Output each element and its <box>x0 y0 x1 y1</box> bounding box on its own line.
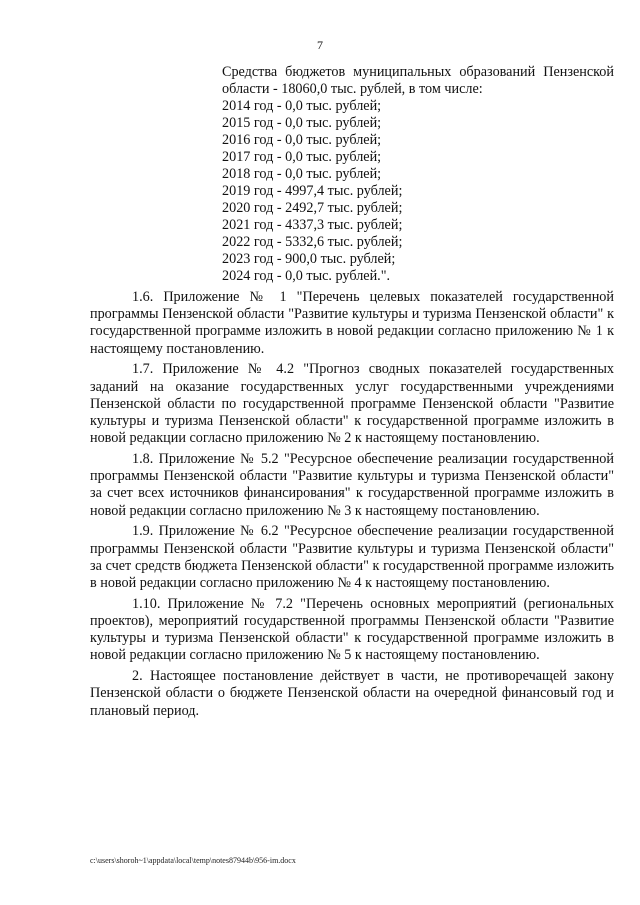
page-number: 7 <box>317 38 323 52</box>
funding-year-line: 2021 год - 4337,3 тыс. рублей; <box>222 217 403 233</box>
paragraph-1-7: 1.7. Приложение № 4.2 "Прогноз сводных показателей государственных заданий на оказание государственных услуг государственными учреждениями Пензенской области по государственной программе Пензенской области "Развитие культуры и туризма Пензенской области" к государственной программе изложить в новой редакции согласно приложению № 2 к настоящему постановлению. <box>90 361 614 447</box>
funding-year-line: 2015 год - 0,0 тыс. рублей; <box>222 115 382 131</box>
document-body <box>90 289 614 723</box>
funding-intro: Средства бюджетов муниципальных образований Пензенской области - 18060,0 тыс. рублей, в том числе: <box>222 64 614 97</box>
paragraph-1-9: 1.9. Приложение № 6.2 "Ресурсное обеспечение реализации государственной программы Пензенской области "Развитие культуры и туризма Пензенской области" за счет средств бюджета Пензенской области" к государственной программе изложить в новой редакции согласно приложению № 4 к настоящему постановлению. <box>90 523 614 592</box>
paragraph-1-10: 1.10. Приложение № 7.2 "Перечень основных мероприятий (региональных проектов), мероприятий государственной программы Пензенской области "Развитие культуры и туризма Пензенской области" к государственной программе изложить в новой редакции согласно приложению № 5 к настоящему постановлению. <box>90 595 614 664</box>
funding-year-line: 2014 год - 0,0 тыс. рублей; <box>222 98 382 114</box>
funding-year-line: 2019 год - 4997,4 тыс. рублей; <box>222 183 403 199</box>
funding-year-line: 2017 год - 0,0 тыс. рублей; <box>222 149 382 165</box>
funding-year-line: 2022 год - 5332,6 тыс. рублей; <box>222 234 403 250</box>
funding-block <box>222 64 614 285</box>
funding-year-line: 2024 год - 0,0 тыс. рублей.". <box>222 268 391 284</box>
funding-year-line: 2020 год - 2492,7 тыс. рублей; <box>222 200 403 216</box>
paragraph-2: 2. Настоящее постановление действует в части, не противоречащей закону Пензенской области о бюджете Пензенской области на очередной финансовый год и плановый период. <box>90 668 614 719</box>
funding-year-line: 2018 год - 0,0 тыс. рублей; <box>222 166 382 182</box>
paragraph-1-8: 1.8. Приложение № 5.2 "Ресурсное обеспечение реализации государственной программы Пензенской области "Развитие культуры и туризма Пензенской области" за счет всех источников финансирования" к государственной программе изложить в новой редакции согласно приложению № 3 к настоящему постановлению. <box>90 451 614 519</box>
funding-year-line: 2016 год - 0,0 тыс. рублей; <box>222 132 382 148</box>
paragraph-1-6: 1.6. Приложение № 1 "Перечень целевых показателей государственной программы Пензенской области "Развитие культуры и туризма Пензенской области" к государственной программе изложить в новой редакции согласно приложению № 1 к настоящему постановлению. <box>90 289 614 357</box>
funding-year-line: 2023 год - 900,0 тыс. рублей; <box>222 251 396 267</box>
footer-file-path: c:\users\shoroh~1\appdata\local\temp\notes87944b\956-im.docx <box>90 856 296 865</box>
